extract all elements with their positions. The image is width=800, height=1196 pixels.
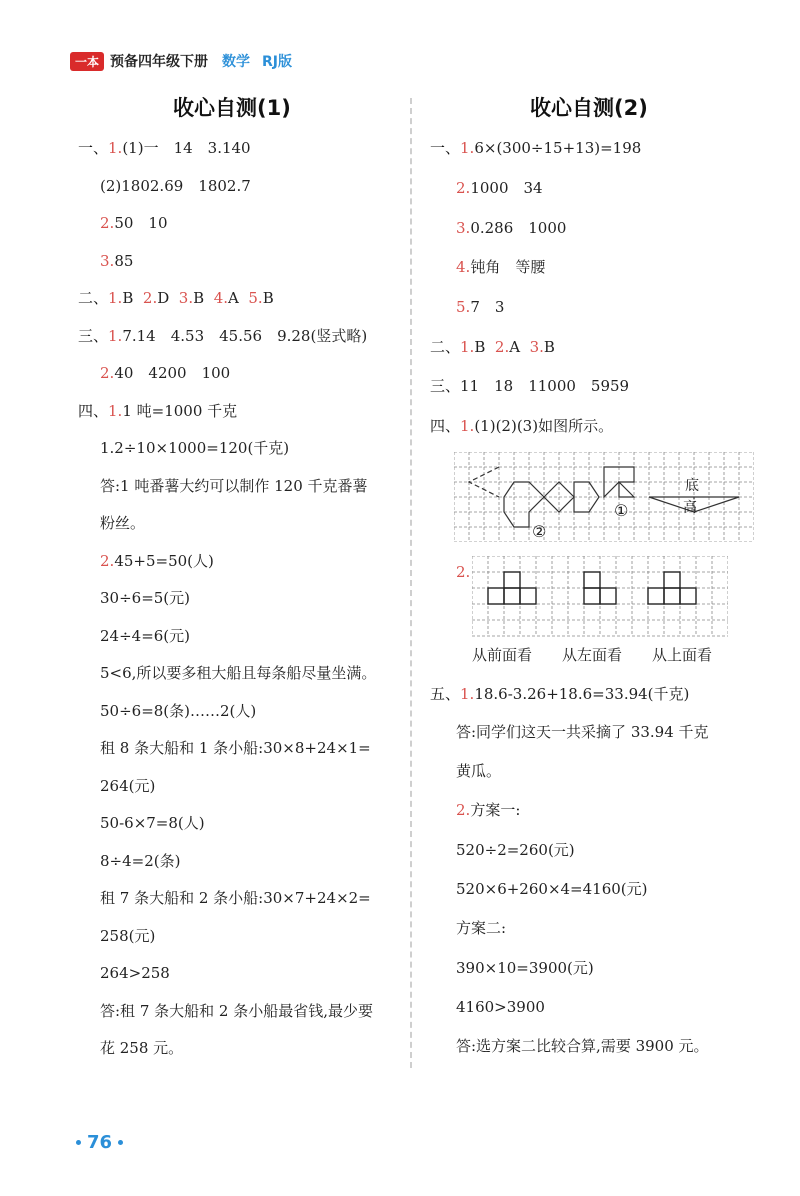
answer-line: 2.方案一: [456, 801, 521, 819]
answer-line: 4160>3900 [456, 998, 545, 1016]
answer-line: 3.85 [100, 252, 134, 270]
answer-line: 50-6×7=8(人) [100, 814, 205, 832]
answer-line: 答:选方案二比较合算,需要 3900 元。 [456, 1037, 709, 1055]
answer-line: 一、1.6×(300÷15+13)=198 [430, 139, 642, 157]
answer-line: 答:1 吨番薯大约可以制作 120 千克番薯 [100, 477, 368, 495]
answer-line: 租 8 条大船和 1 条小船:30×8+24×1= [100, 739, 371, 757]
page-dot-right [118, 1140, 123, 1145]
answer-line: 2.1000 34 [456, 179, 543, 197]
right-title: 收心自测(2) [530, 96, 648, 120]
answer-line: 8÷4=2(条) [100, 852, 181, 870]
answer-line: 2. [456, 563, 471, 581]
answer-line: 黄瓜。 [456, 762, 502, 780]
subject-label: 数学 [222, 54, 251, 70]
label-circle-1: ① [614, 501, 629, 520]
answer-line: 258(元) [100, 927, 156, 945]
page-number-text: 76 [87, 1132, 113, 1153]
right-column [430, 0, 760, 1196]
label-circle-2: ② [532, 522, 547, 541]
answer-line: 三、1.7.14 4.53 45.56 9.28(竖式略) [78, 327, 368, 345]
left-column [78, 0, 398, 1196]
answer-line: 答:租 7 条大船和 2 条小船最省钱,最少要 [100, 1002, 373, 1020]
answer-line: 租 7 条大船和 2 条小船:30×7+24×2= [100, 889, 371, 907]
answer-line: 4.钝角 等腰 [456, 258, 546, 276]
page-dot-left [76, 1140, 81, 1145]
answer-line: 答:同学们这天一共采摘了 33.94 千克 [456, 723, 709, 741]
answer-line: 264>258 [100, 964, 170, 982]
answer-line: 5.7 3 [456, 298, 505, 316]
answer-line: 390×10=3900(元) [456, 959, 594, 977]
label-base: 底 [685, 478, 699, 494]
answer-line: 2.50 10 [100, 214, 168, 232]
answer-line: 一、1.(1)一 14 3.140 [78, 139, 251, 157]
answer-line: 2.45+5=50(人) [100, 552, 214, 570]
answer-line: 1.2÷10×1000=120(千克) [100, 439, 290, 457]
view-label-left: 从左面看 [562, 646, 623, 664]
answer-line: 3.0.286 1000 [456, 219, 567, 237]
brand-logo: 一本 [70, 52, 104, 71]
label-height: 高 [683, 500, 697, 516]
view-label-top: 从上面看 [652, 646, 713, 664]
page-number [70, 1132, 129, 1153]
answer-line: 三、11 18 11000 5959 [430, 377, 630, 395]
answer-line: 264(元) [100, 777, 156, 795]
answer-line: 粉丝。 [100, 514, 146, 532]
answer-line: 24÷4=6(元) [100, 627, 191, 645]
answer-line: 520÷2=260(元) [456, 841, 575, 859]
answer-line: 二、1.B 2.A 3.B [430, 338, 555, 356]
column-divider [410, 98, 412, 1068]
answer-line: 四、1.(1)(2)(3)如图所示。 [430, 417, 614, 435]
answer-line: 花 258 元。 [100, 1039, 184, 1057]
answer-line: 方案二: [456, 919, 507, 937]
figure-grid-transformations [454, 452, 754, 542]
answer-line: 二、1.B 2.D 3.B 4.A 5.B [78, 289, 274, 307]
view-label-front: 从前面看 [472, 646, 533, 664]
left-title: 收心自测(1) [173, 96, 291, 120]
answer-line: 30÷6=5(元) [100, 589, 191, 607]
answer-line: 五、1.18.6-3.26+18.6=33.94(千克) [430, 685, 690, 703]
book-title: 预备四年级下册 [110, 54, 209, 70]
edition-label: RJ版 [262, 54, 293, 70]
answer-line: 四、1.1 吨=1000 千克 [78, 402, 238, 420]
answer-line: (2)1802.69 1802.7 [100, 177, 251, 195]
answer-line: 2.40 4200 100 [100, 364, 231, 382]
answer-line: 50÷6=8(条)……2(人) [100, 702, 257, 720]
answer-line: 5<6,所以要多租大船且每条船尽量坐满。 [100, 664, 377, 682]
answer-line: 520×6+260×4=4160(元) [456, 880, 648, 898]
figure-three-views [472, 556, 728, 640]
